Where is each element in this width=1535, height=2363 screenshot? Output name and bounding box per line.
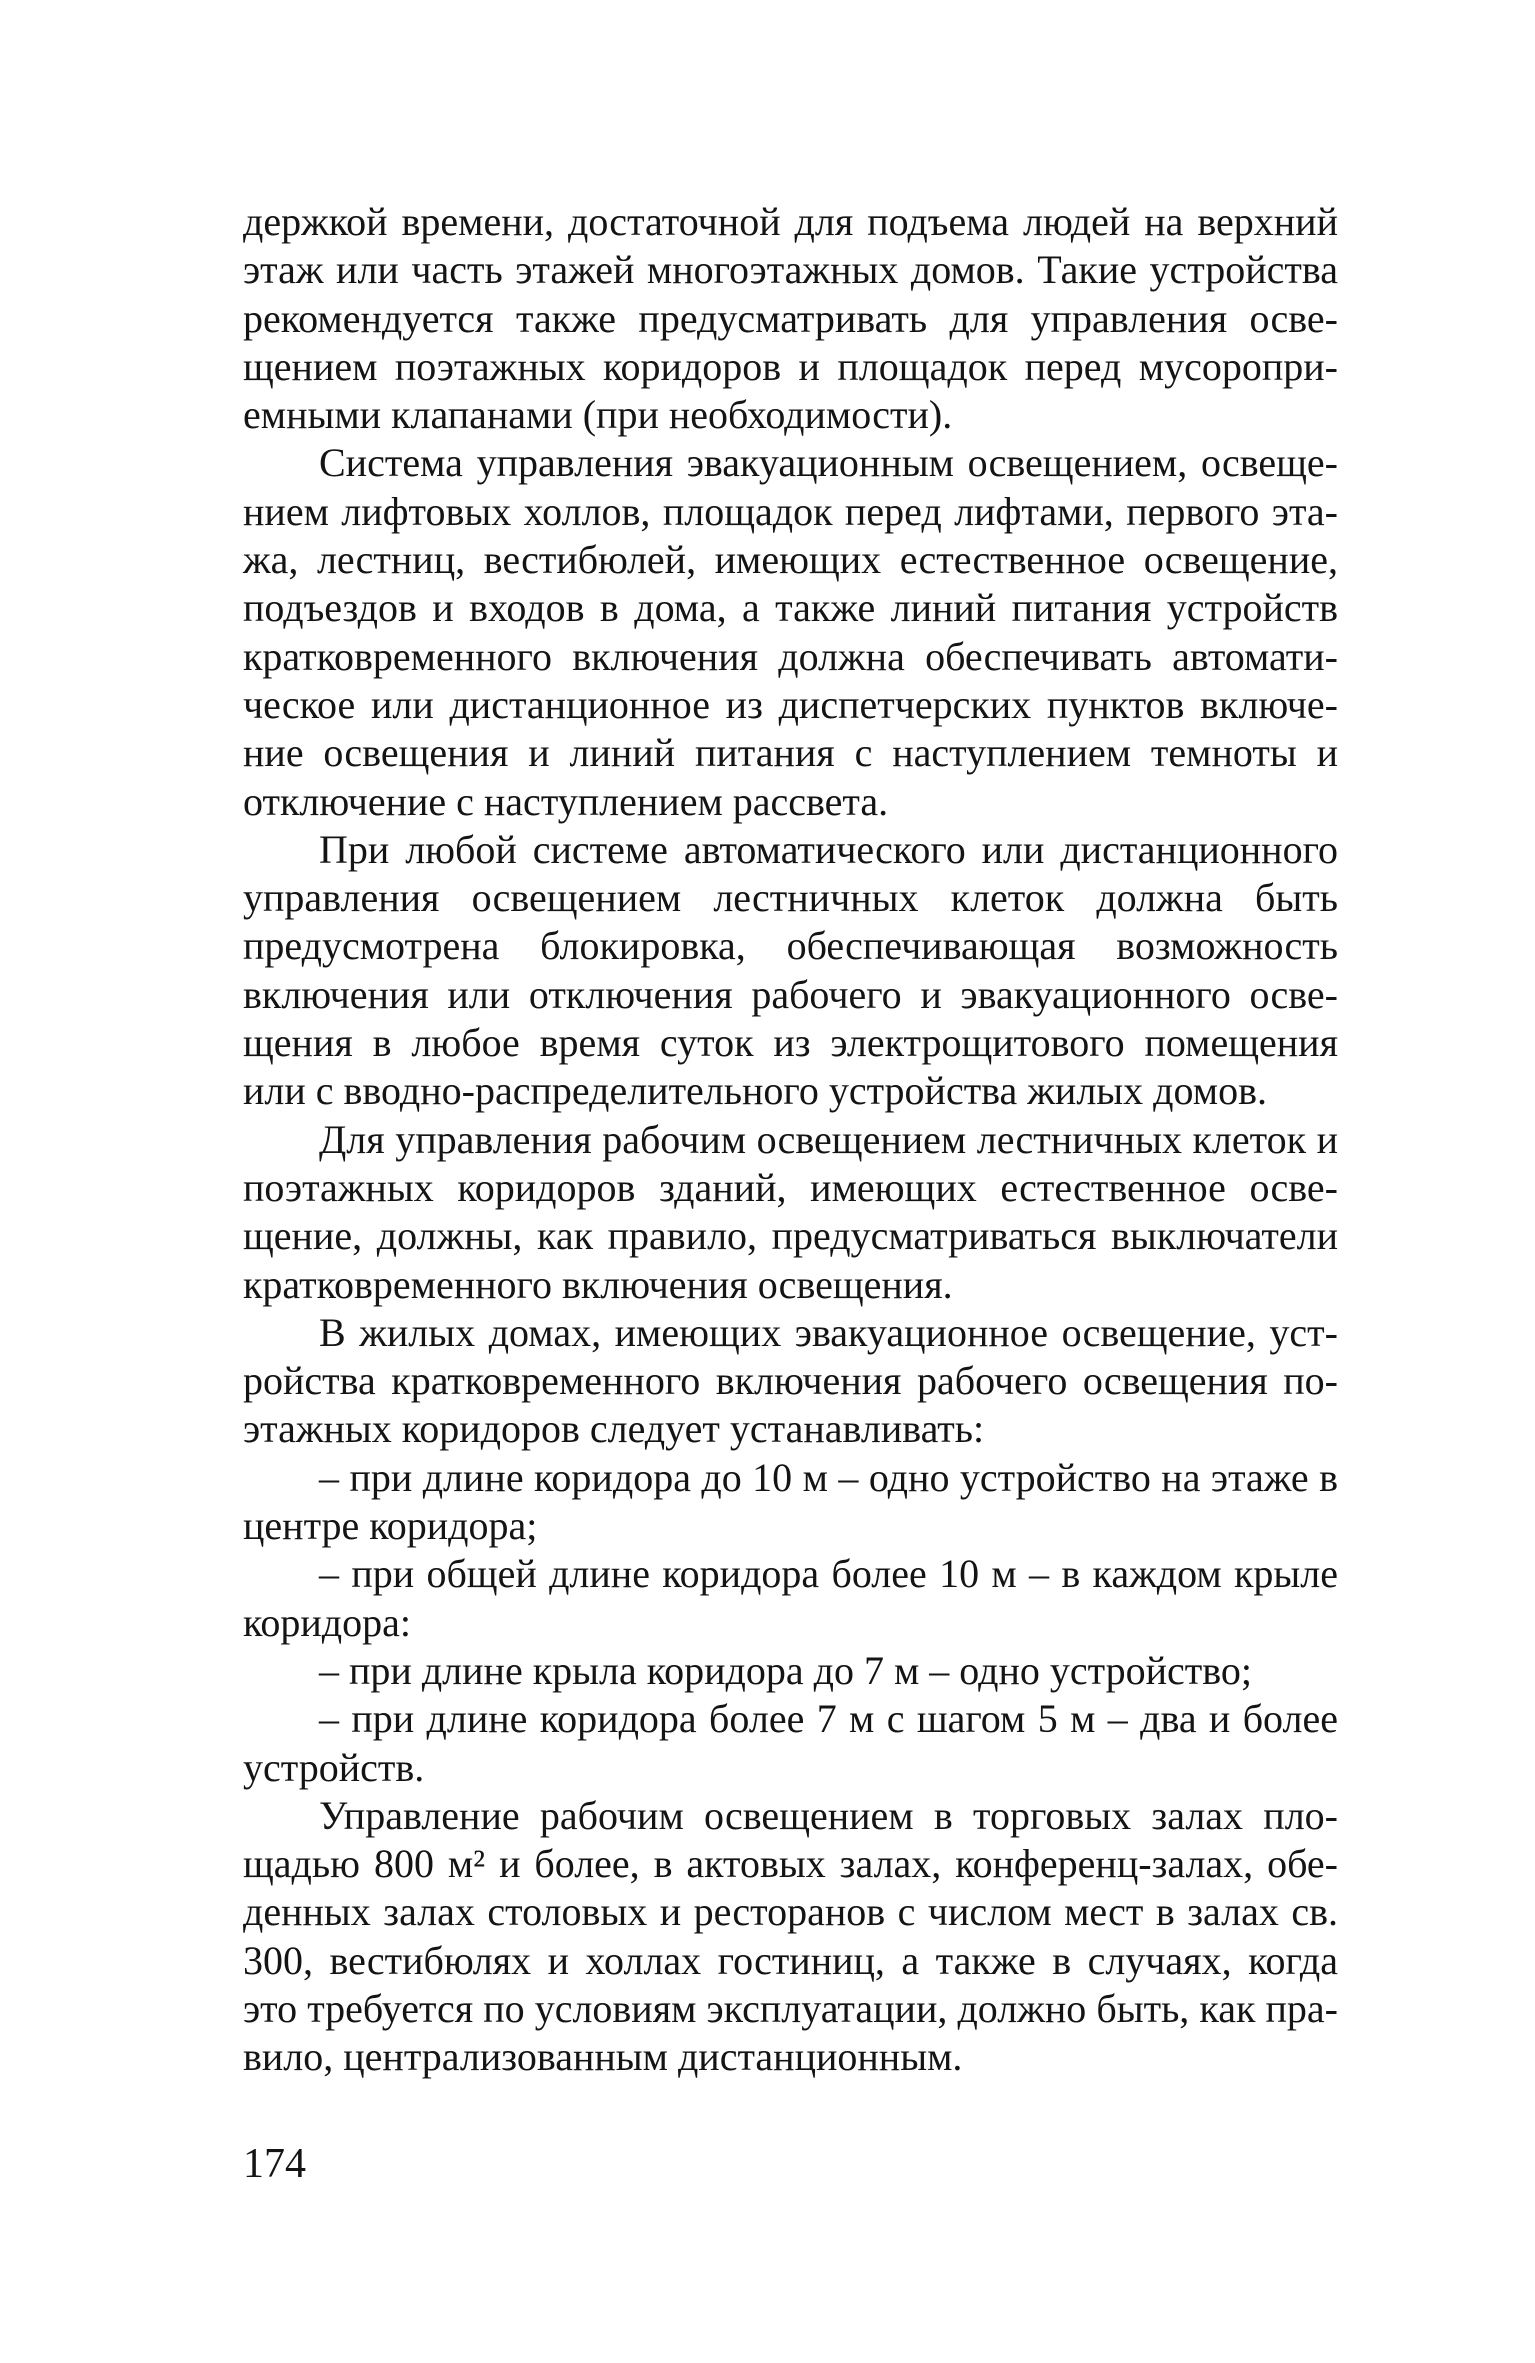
list-item-wing-up-to-7m: – при длине крыла коридора до 7 м – одно устройство; <box>319 1647 1252 1693</box>
paragraph-working-lighting-switches: Для управления рабочим освещением лестничных клеток и поэтажных коридоров зданий, имеющих естественное освещение, должны, как правило, предусматриваться выключатели кратковременного включения освещения. <box>243 1116 1338 1307</box>
list-item-corridor-up-to-10m: – при длине коридора до 10 м – одно устройство на этаже в центре коридора; <box>243 1454 1338 1549</box>
paragraph-centralized-control: Управление рабочим освещением в торговых залах площадью 800 м² и более, в актовых залах, конференц-залах, обеденных залах столовых и ресторанов с числом мест в залах св. 300, вестибюлях и холлах гостиниц, а также в случаях, когда это требуется по условиям эксплуатации, должно быть, как правило, централизованным дистанционным. <box>243 1792 1338 2080</box>
paragraph-continuation: держкой времени, достаточной для подъема людей на верхний этаж или часть этажей многоэтажных домов. Такие устройства рекомендуется также предусматривать для управления освещением поэтажных коридоров и площадок перед мусороприемными клапанами (при необходимости). <box>243 199 1338 438</box>
paragraph-residential-corridors: В жилых домах, имеющих эвакуационное освещение, устройства кратковременного включения рабочего освещения поэтажных коридоров следует устанавливать: <box>243 1309 1338 1452</box>
paragraph-stairwell-blocking: При любой системе автоматического или дистанционного управления освещением лестничных клеток должна быть предусмотрена блокировка, обеспечивающая возможность включения или отключения рабочего и эвакуационного освещения в любое время суток из электрощитового помещения или с вводно-распределительного устройства жилых домов. <box>243 826 1338 1114</box>
list-item-corridor-over-10m: – при общей длине коридора более 10 м – в каждом крыле коридора: <box>243 1551 1338 1645</box>
list-item-corridor-over-7m: – при длине коридора более 7 м с шагом 5 м – два и более устройств. <box>243 1696 1338 1790</box>
page-number: 174 <box>243 2141 306 2187</box>
body-text <box>243 198 1338 2082</box>
paragraph-evacuation-lighting-control: Система управления эвакуационным освещением, освещением лифтовых холлов, площадок перед лифтами, первого этажа, лестниц, вестибюлей, имеющих естественное освещение, подъездов и входов в дома, а также линий питания устройств кратковременного включения должна обеспечивать автоматическое или дистанционное из диспетчерских пунктов включение освещения и линий питания с наступлением темноты и отключение с наступлением рассвета. <box>243 440 1338 824</box>
